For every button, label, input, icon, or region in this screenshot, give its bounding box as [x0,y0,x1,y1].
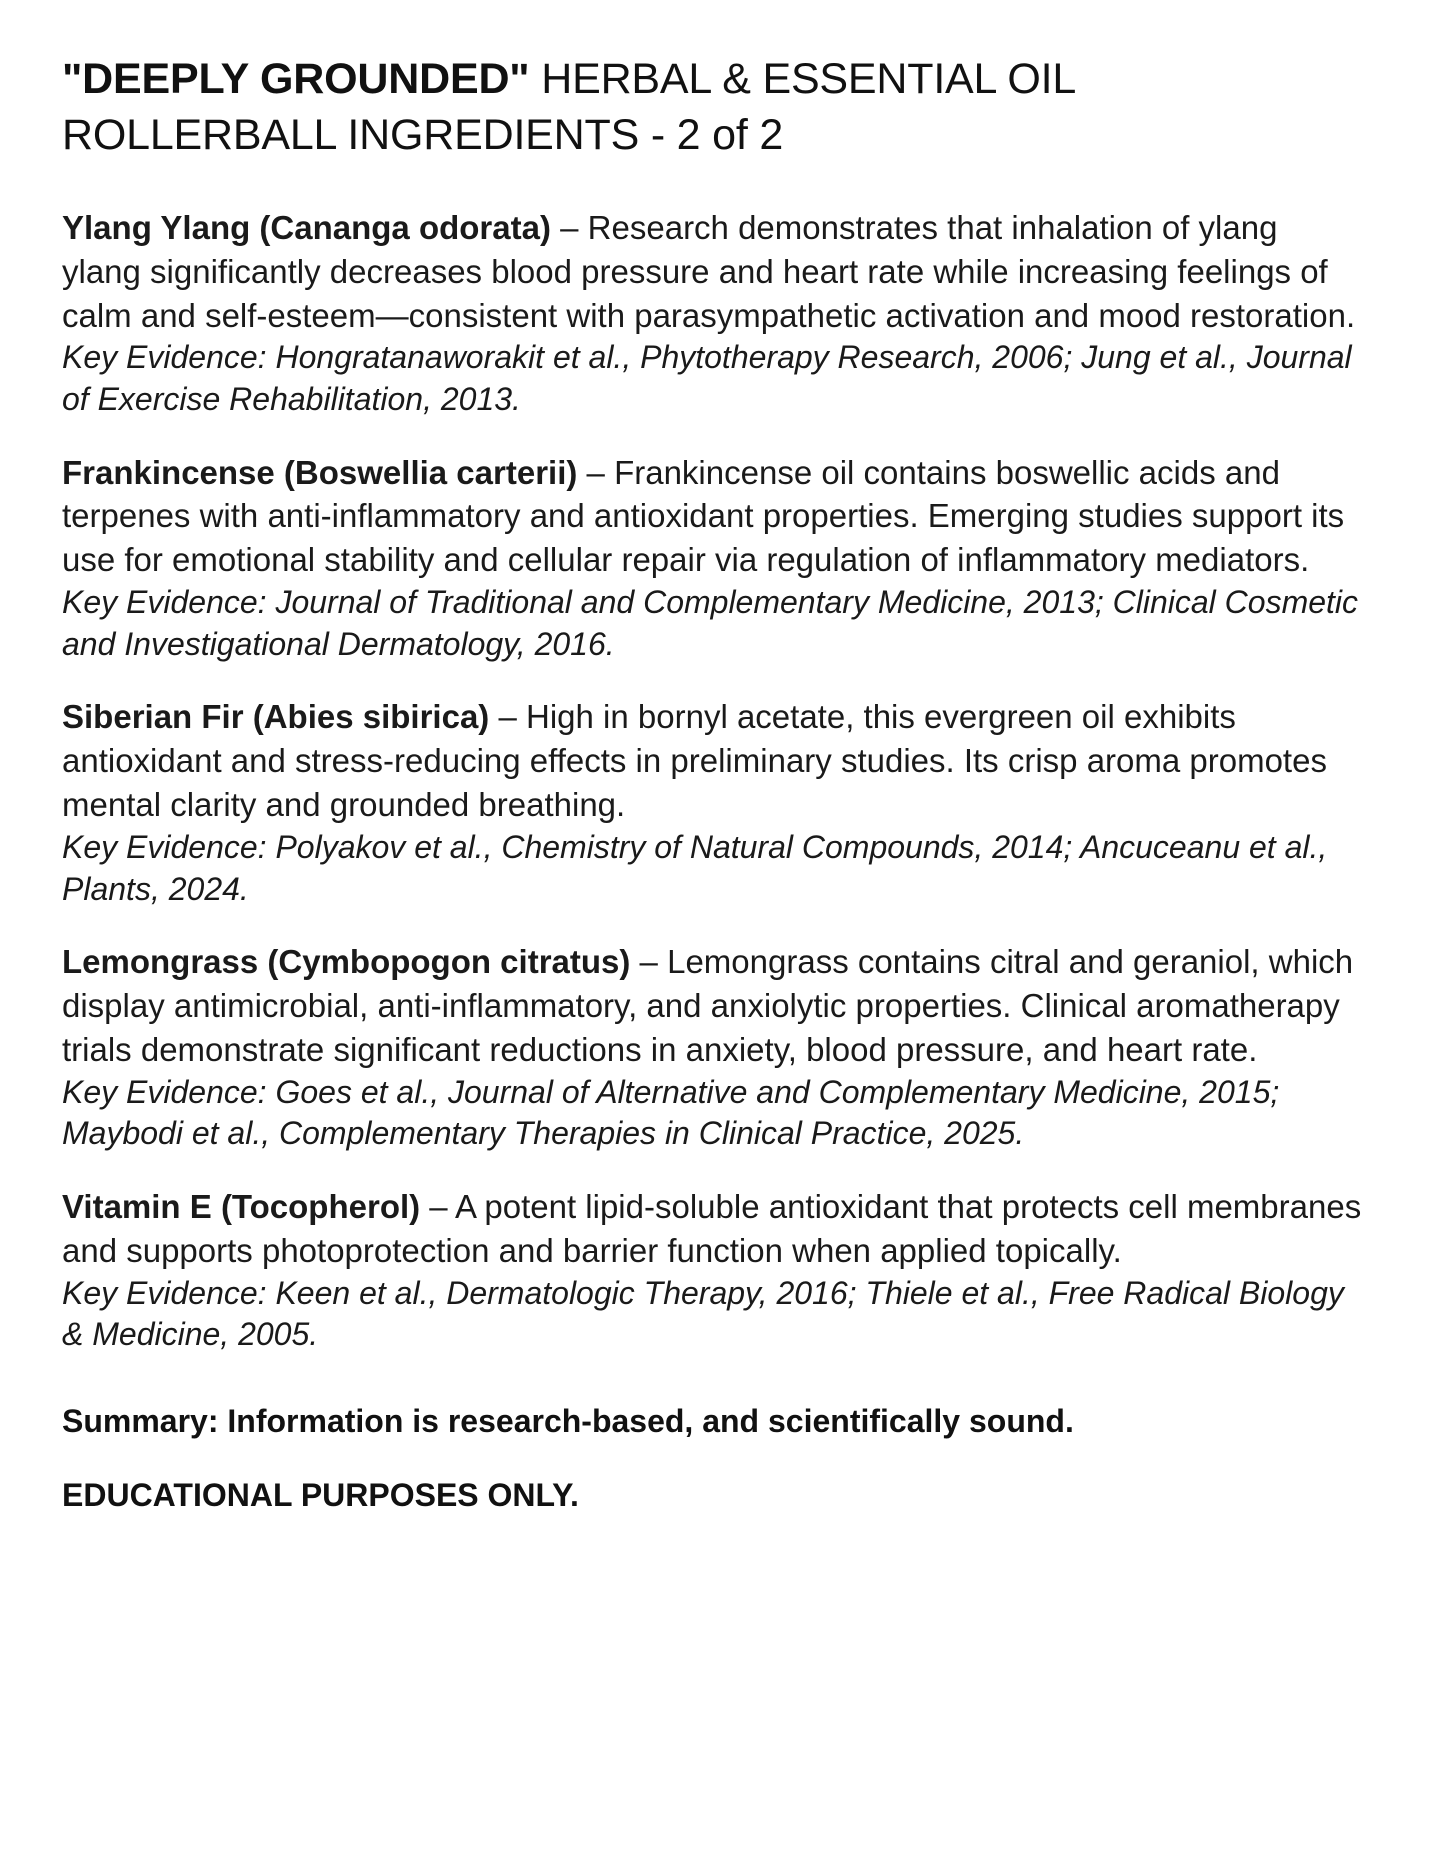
ingredient-description: Research demonstrates that inhalation of ylang ylang significantly decreases blood pressure and heart rate while increasing feelings of calm and self-esteem—consistent with parasympathetic activation and mood restoration. [62,208,1356,334]
ingredient-name: Ylang Ylang (Cananga odorata) [62,208,551,246]
closing-spacer [62,1386,1383,1400]
ingredient-description-block [62,695,1362,827]
page-title-rest: HERBAL & ESSENTIAL OIL ROLLERBALL INGREDIENTS - 2 of 2 [62,55,1075,159]
ingredient-entry [62,940,1362,1155]
ingredient-description-block [62,451,1362,583]
page-title [62,52,1242,164]
ingredient-description: A potent lipid-soluble antioxidant that protects cell membranes and supports photoprotection and barrier function when applied topically. [62,1188,1362,1269]
ingredient-name: Frankincense (Boswellia carterii) [62,453,578,491]
educational-disclaimer: EDUCATIONAL PURPOSES ONLY. [62,1477,579,1514]
summary-statement: Summary: Information is research-based, and scientifically sound. [62,1402,1074,1439]
ingredient-key-evidence: Key Evidence: Goes et al., Journal of Alternative and Complementary Medicine, 2015; Maybodi et al., Complementary Therapies in Clinical Practice, 2025. [62,1073,1280,1152]
ingredient-entry [62,451,1362,666]
ingredient-description: Lemongrass contains citral and geraniol, which display antimicrobial, anti-inflammatory, and anxiolytic properties. Clinical aromatherapy trials demonstrate significant reductions in anxiety, blood pressure, and heart rate. [62,943,1354,1068]
ingredient-entry [62,206,1362,421]
ingredient-dash: – [630,943,668,981]
ingredient-description: High in bornyl acetate, this evergreen oil exhibits antioxidant and stress-reducing effects in preliminary studies. Its crisp aroma promotes mental clarity and grounded breathing. [62,698,1327,824]
ingredient-dash: – [489,698,526,736]
page-title-emphasis: "DEEPLY GROUNDED" [62,55,530,103]
ingredient-key-evidence: Key Evidence: Journal of Traditional and Complementary Medicine, 2013; Clinical Cosmetic and Investigational Dermatology, 2016. [62,584,1359,662]
ingredient-description-block [62,206,1362,338]
ingredient-description: Frankincense oil contains boswellic acids and terpenes with anti-inflammatory and antioxidant properties. Emerging studies support its use for emotional stability and cellular repair via regulation of inflammatory mediators. [62,453,1345,579]
ingredient-name: Lemongrass (Cymbopogon citratus) [62,943,631,981]
ingredient-key-evidence: Key Evidence: Keen et al., Dermatologic Therapy, 2016; Thiele et al., Free Radical Biology & Medicine, 2005. [62,1274,1344,1353]
ingredient-dash: – [420,1188,456,1226]
ingredient-key-evidence: Key Evidence: Hongratanaworakit et al., Phytotherapy Research, 2006; Jung et al., Journal of Exercise Rehabilitation, 2013. [62,339,1352,417]
ingredient-entry [62,1185,1362,1356]
ingredient-name: Vitamin E (Tocopherol) [62,1188,421,1226]
ingredient-dash: – [550,208,588,246]
ingredient-description-block [62,940,1362,1072]
ingredient-key-evidence: Key Evidence: Polyakov et al., Chemistry of Natural Compounds, 2014; Ancuceanu et al., Plants, 2024. [62,829,1328,907]
ingredient-description-block [62,1185,1362,1273]
ingredient-dash: – [577,453,615,491]
ingredient-entry [62,695,1362,910]
ingredient-name: Siberian Fir (Abies sibirica) [62,698,490,736]
